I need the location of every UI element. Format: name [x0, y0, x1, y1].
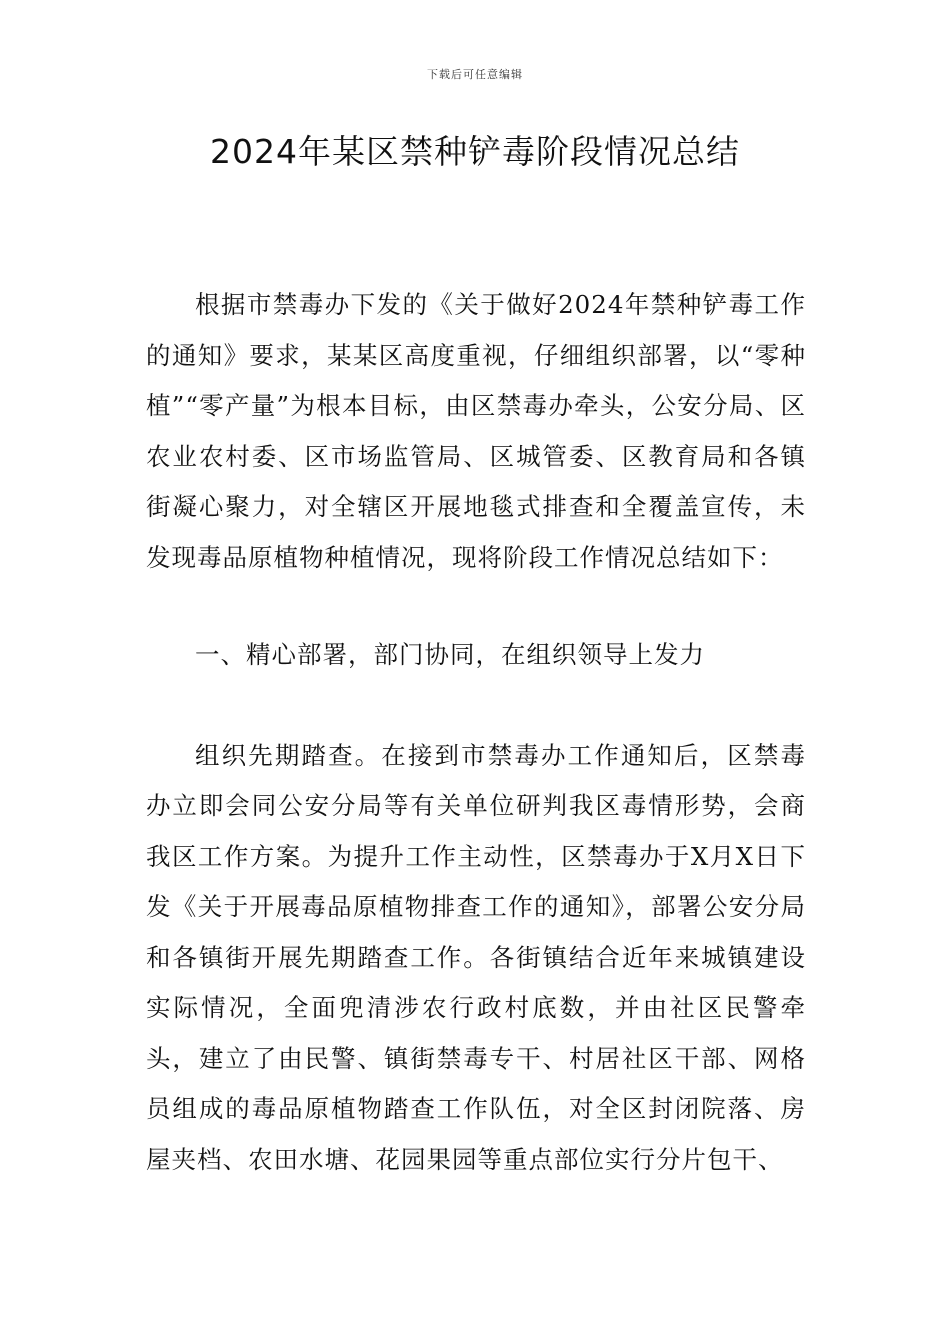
- document-body: [146, 280, 806, 1185]
- paragraph-intro: 根据市禁毒办下发的《关于做好2024年禁种铲毒工作的通知》要求，某某区高度重视，仔细组织部署，以“零种植”“零产量”为根本目标，由区禁毒办牵头，公安分局、区农业农村委、区市场监管局、区城管委、区教育局和各镇街凝心聚力，对全辖区开展地毯式排查和全覆盖宣传，未发现毒品原植物种植情况，现将阶段工作情况总结如下：: [146, 290, 806, 572]
- paragraph-survey: 组织先期踏查。在接到市禁毒办工作通知后，区禁毒办立即会同公安分局等有关单位研判我区毒情形势，会商我区工作方案。为提升工作主动性，区禁毒办于X月X日下发《关于开展毒品原植物排查工作的通知》，部署公安分局和各镇街开展先期踏查工作。各街镇结合近年来城镇建设实际情况，全面兜清涉农行政村底数，并由社区民警牵头，建立了由民警、镇街禁毒专干、村居社区干部、网格员组成的毒品原植物踏查工作队伍，对全区封闭院落、房屋夹档、农田水塘、花园果园等重点部位实行分片包干、: [146, 740, 806, 1174]
- document-title: 2024年某区禁种铲毒阶段情况总结: [210, 132, 740, 171]
- section-heading-1: 一、精心部署，部门协同，在组织领导上发力: [195, 640, 705, 669]
- header-note: 下载后可任意编辑: [427, 68, 523, 81]
